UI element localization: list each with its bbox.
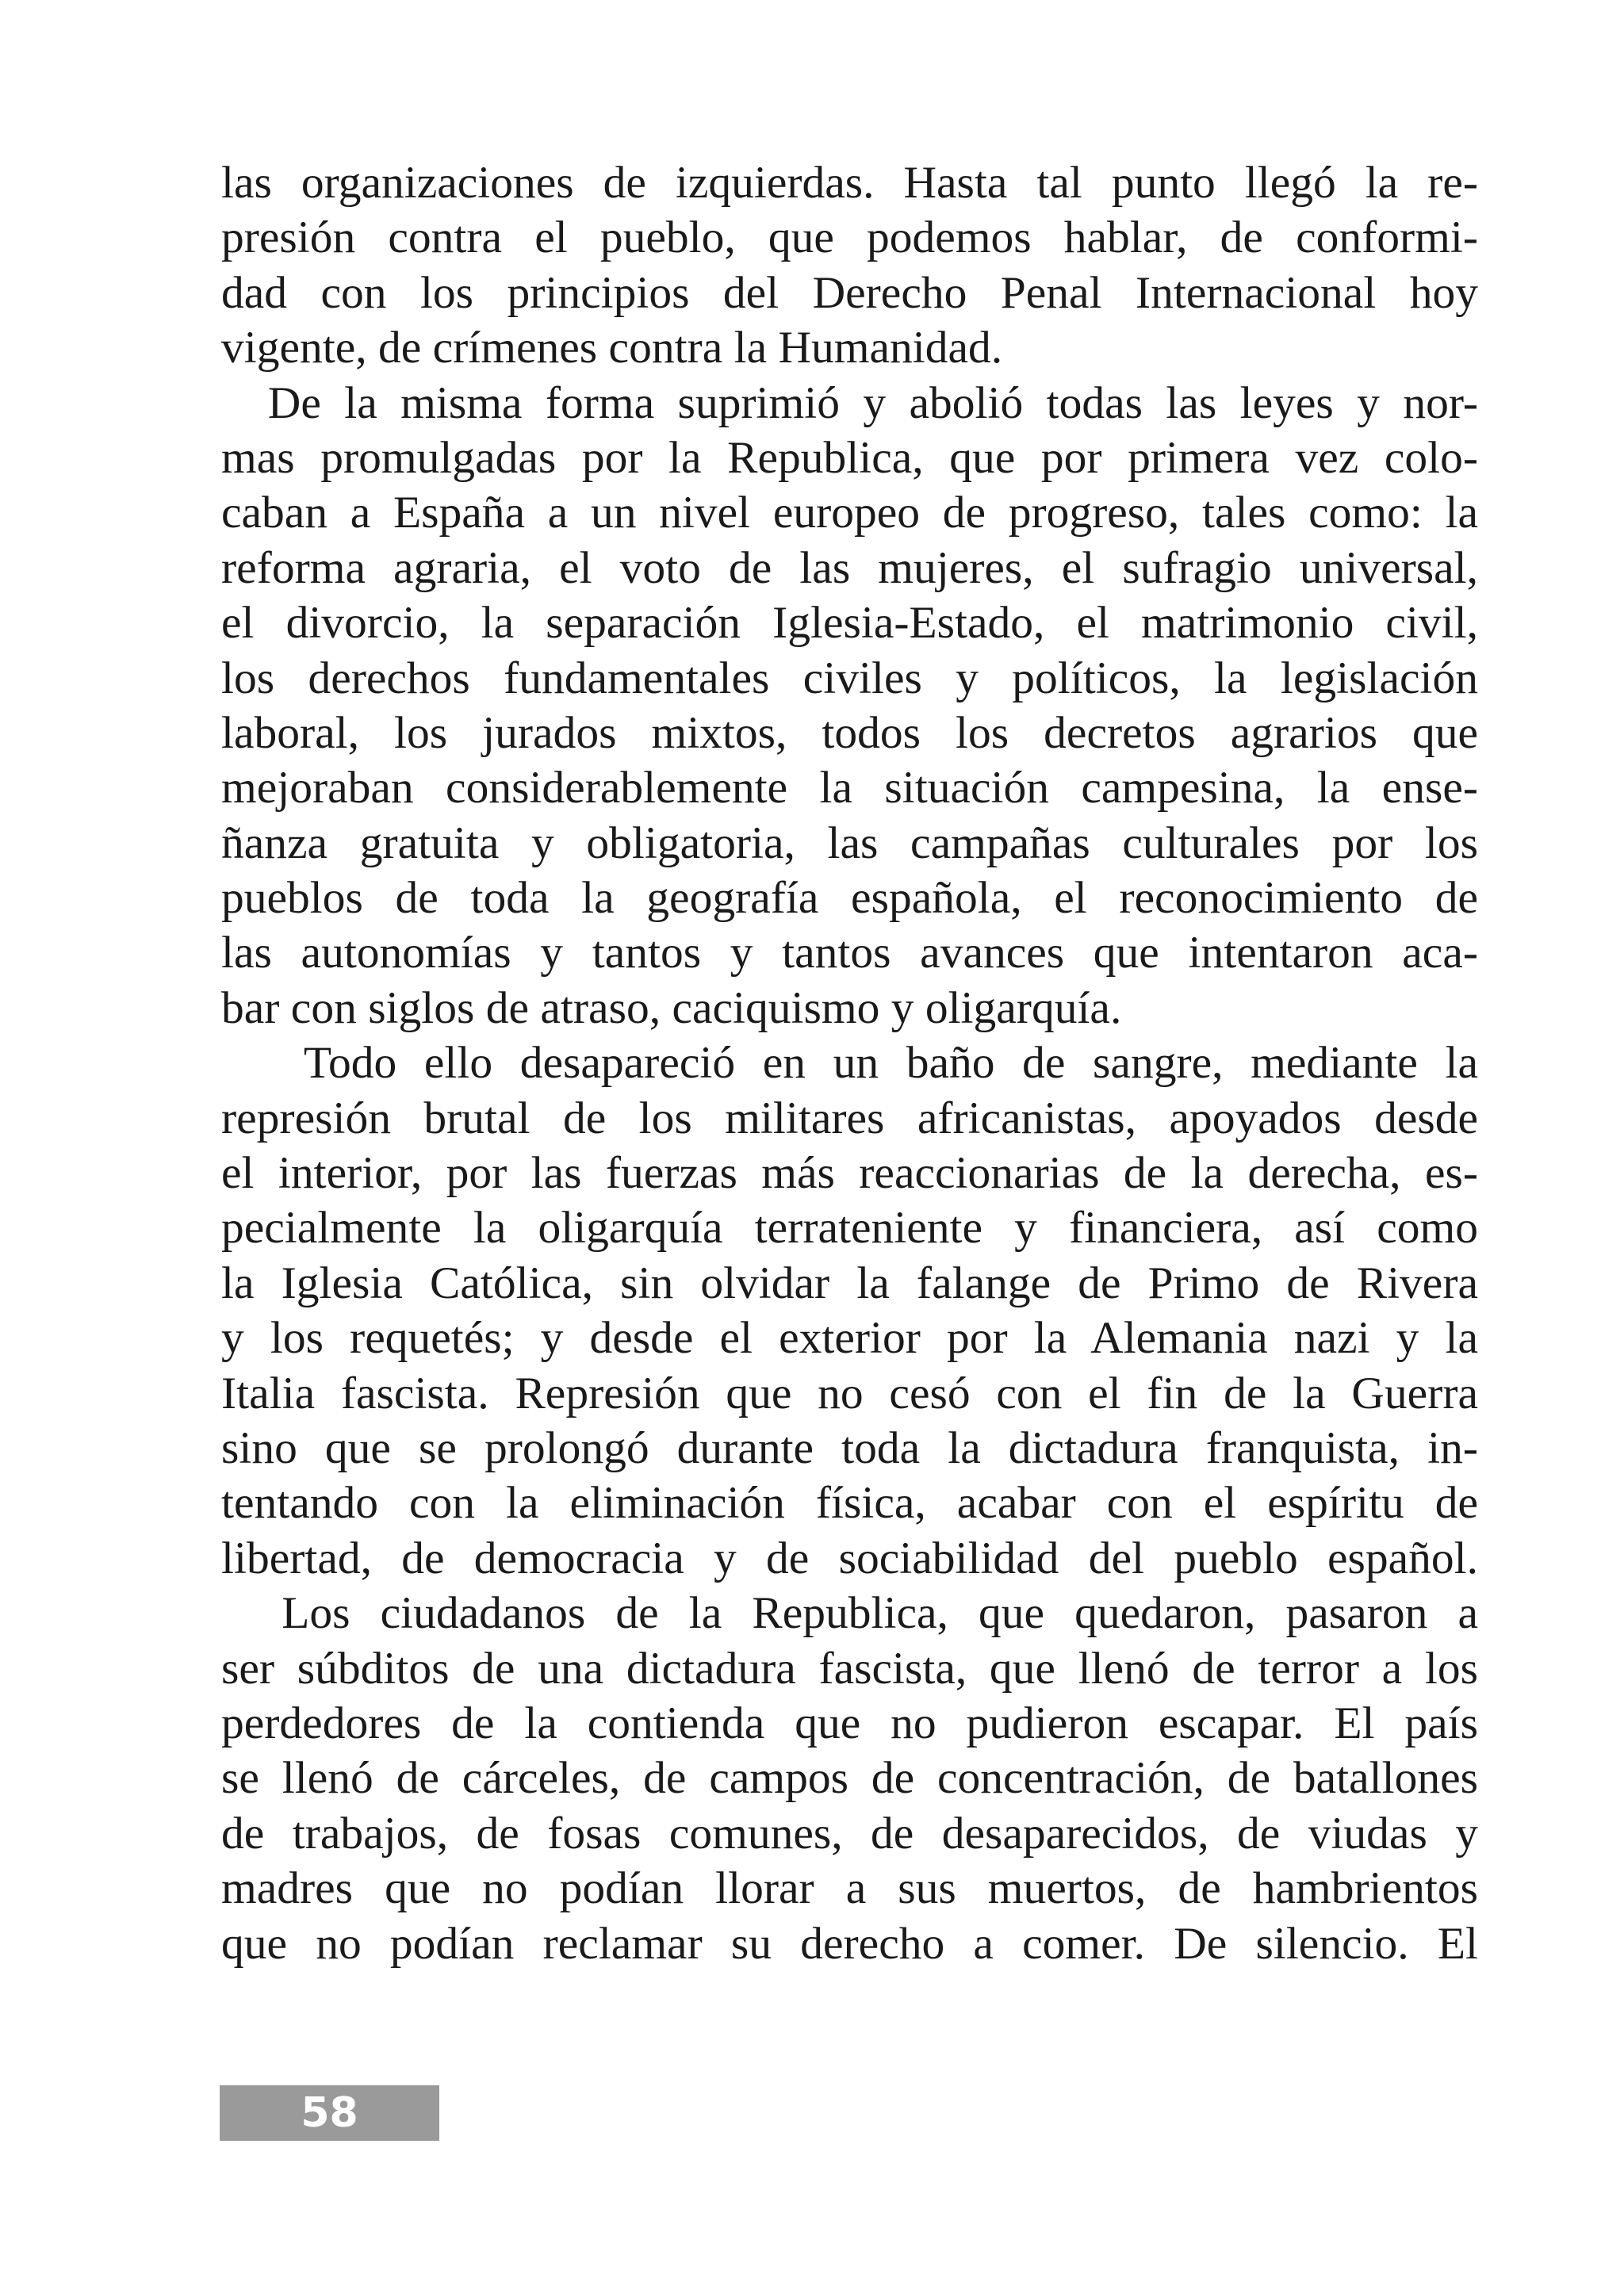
text-line: Italia fascista. Represión que no cesó con el fin de la Guerra	[221, 1368, 1478, 1418]
text-line: mas promulgadas por la Republica, que por primera vez colo-	[221, 432, 1478, 483]
text-line: reforma agraria, el voto de las mujeres, el sufragio universal,	[221, 542, 1478, 593]
text-line: sino que se prolongó durante toda la dictadura franquista, in-	[221, 1422, 1478, 1473]
text-line: y los requetés; y desde el exterior por la Alemania nazi y la	[221, 1313, 1478, 1364]
text-line: vigente, de crímenes contra la Humanidad.	[221, 323, 1003, 373]
text-line: tentando con la eliminación física, acabar con el espíritu de	[221, 1478, 1478, 1529]
text-line: De la misma forma suprimió y abolió todas las leyes y nor-	[221, 377, 1478, 428]
text-line: mejoraban considerablemente la situación campesina, la ense-	[221, 763, 1478, 814]
text-line: pueblos de toda la geografía española, el reconocimiento de	[221, 873, 1478, 924]
text-line: Los ciudadanos de la Republica, que quedaron, pasaron a	[221, 1588, 1478, 1639]
body-text	[221, 155, 1478, 1971]
text-line: ñanza gratuita y obligatoria, las campañas culturales por los	[221, 817, 1478, 868]
text-line: bar con siglos de atraso, caciquismo y oligarquía.	[221, 982, 1122, 1033]
text-line: el divorcio, la separación Iglesia-Estado, el matrimonio civil,	[221, 598, 1478, 649]
page-number: 58	[220, 2085, 439, 2141]
text-line: la Iglesia Católica, sin olvidar la falange de Primo de Rivera	[221, 1258, 1478, 1308]
text-line: presión contra el pueblo, que podemos hablar, de conformi-	[221, 212, 1478, 263]
text-line: Todo ello desapareció en un baño de sangre, mediante la	[221, 1038, 1478, 1089]
text-line: ser súbditos de una dictadura fascista, que llenó de terror a los	[221, 1643, 1478, 1694]
text-line: pecialmente la oligarquía terrateniente y financiera, así como	[221, 1203, 1478, 1254]
text-line: se llenó de cárceles, de campos de concentración, de batallones	[221, 1753, 1478, 1804]
text-line: represión brutal de los militares africanistas, apoyados desde	[221, 1093, 1478, 1143]
text-line: las autonomías y tantos y tantos avances que intentaron aca-	[221, 928, 1478, 978]
text-line: el interior, por las fuerzas más reaccionarias de la derecha, es-	[221, 1148, 1478, 1199]
text-line: que no podían reclamar su derecho a comer. De silencio. El	[221, 1918, 1478, 1969]
text-line: dad con los principios del Derecho Penal Internacional hoy	[221, 267, 1478, 318]
text-line: perdedores de la contienda que no pudieron escapar. El país	[221, 1698, 1478, 1748]
text-line: las organizaciones de izquierdas. Hasta tal punto llegó la re-	[221, 158, 1478, 208]
text-line: libertad, de democracia y de sociabilidad del pueblo español.	[221, 1533, 1478, 1583]
text-line: los derechos fundamentales civiles y políticos, la legislación	[221, 653, 1478, 703]
text-line: caban a España a un nivel europeo de progreso, tales como: la	[221, 488, 1478, 538]
text-line: laboral, los jurados mixtos, todos los decretos agrarios que	[221, 707, 1478, 758]
text-line: de trabajos, de fosas comunes, de desaparecidos, de viudas y	[221, 1808, 1478, 1859]
text-line: madres que no podían llorar a sus muertos, de hambrientos	[221, 1863, 1478, 1914]
